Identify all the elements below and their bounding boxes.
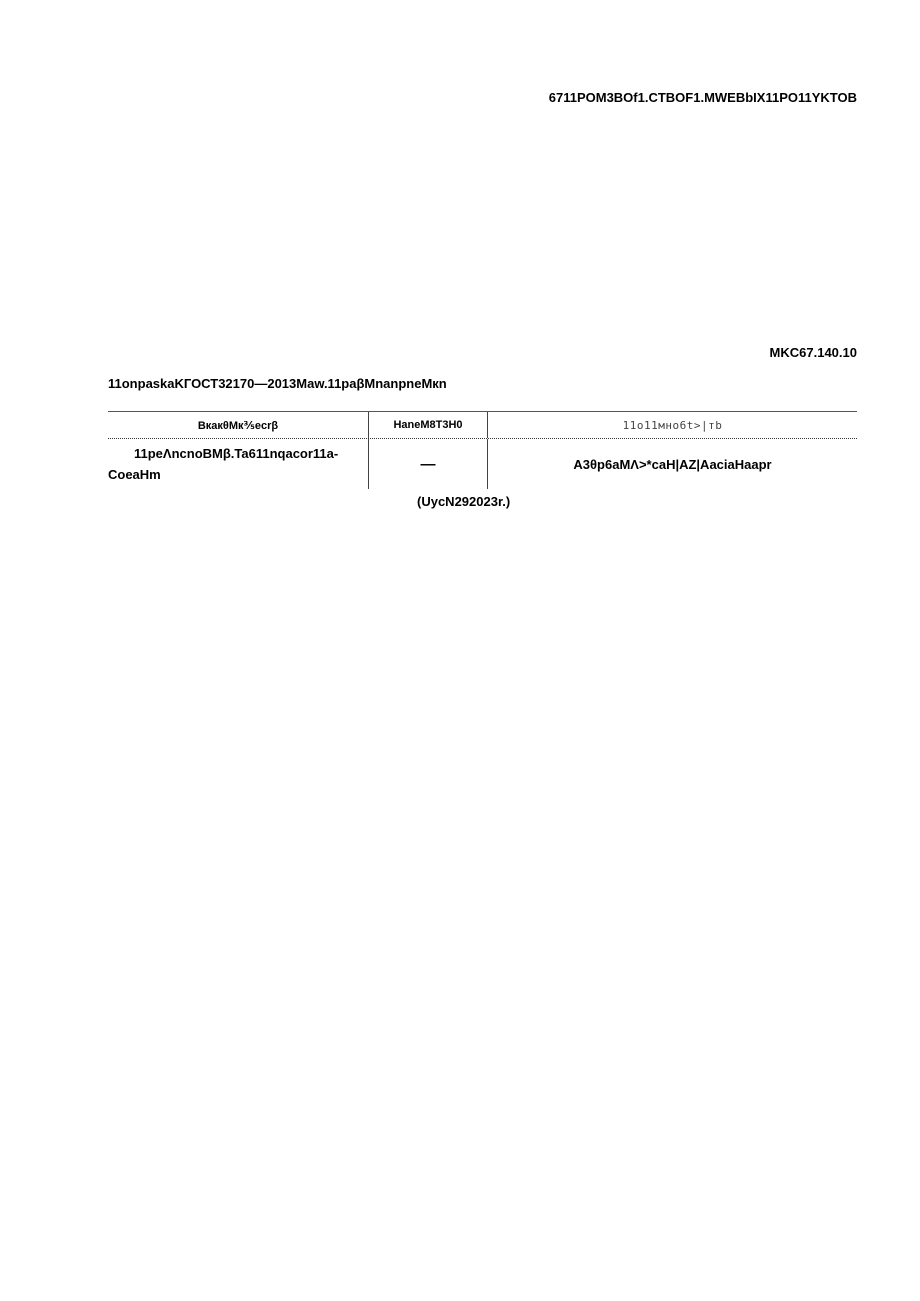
amendment-table (108, 411, 857, 489)
table-row (108, 439, 857, 489)
classification-code: MKC67.140.10 (769, 345, 857, 360)
amendment-title: 11onpaskaKГОСТ32170—2013Maw.11paβMnanpneMкn (108, 376, 447, 391)
table-header-cell: 11o11мно6t>|тb (487, 412, 857, 438)
table-header-row (108, 412, 857, 439)
table-cell-correct: A3θp6aMΛ>*caH|AZ|AaciaHaapr (487, 439, 857, 489)
table-header-cell: HaneM8T3H0 (368, 412, 487, 438)
table-header-cell: BкакθMк⅗ecrβ (197, 419, 279, 432)
table-cell-location: 11peΛncnoBMβ.Ta611nqacor11a-CoeaHm (108, 446, 339, 482)
document-header-title: 6711POM3BOf1.CTBOF1.MWEBbIX11PO11YKTOB (548, 90, 857, 105)
table-cell-printed: — (368, 439, 487, 489)
publication-footnote: (UycN292023r.) (417, 494, 511, 509)
